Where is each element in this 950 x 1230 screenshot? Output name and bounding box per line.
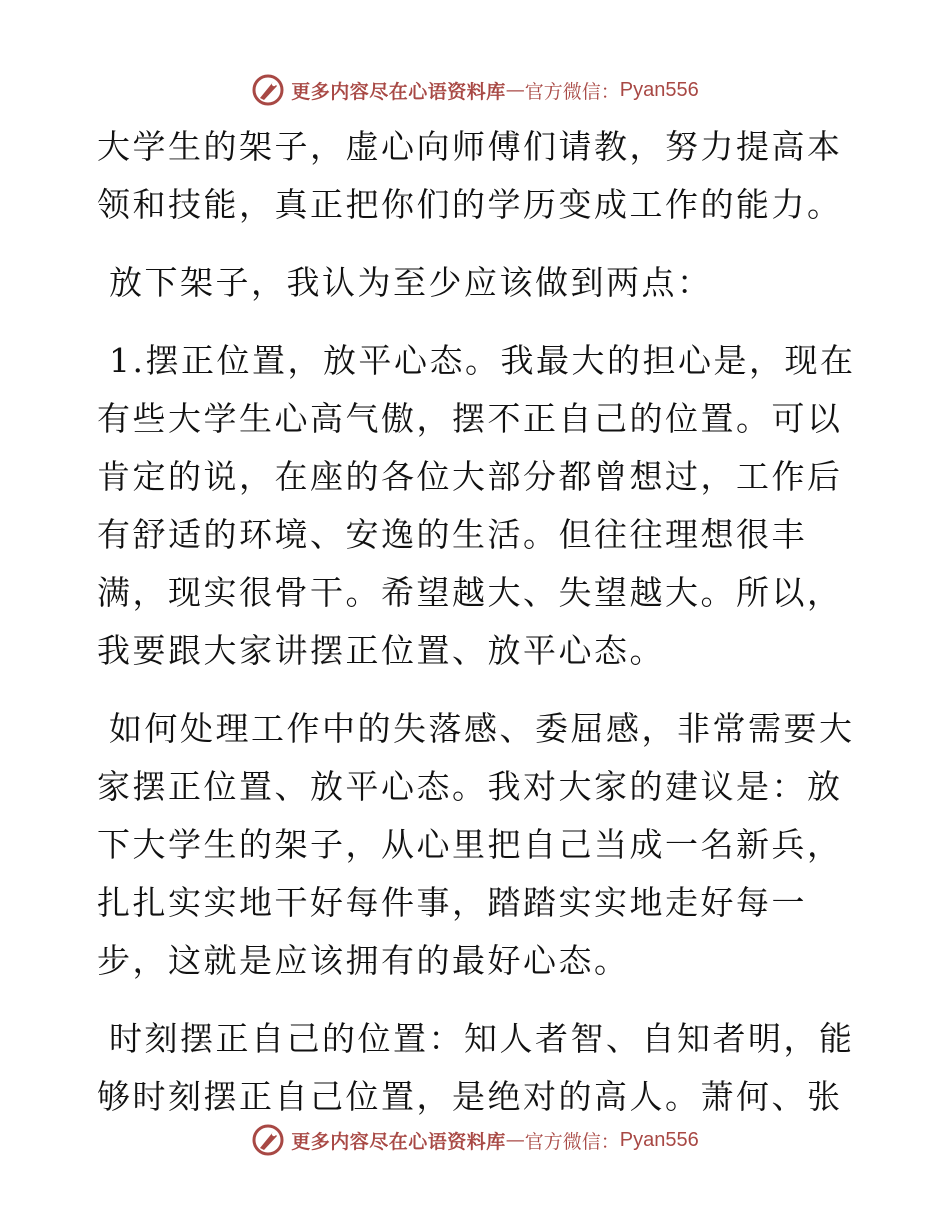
paragraph: 大学生的架子，虚心向师傅们请教，努力提高本领和技能，真正把你们的学历变成工作的能力。 <box>97 127 843 224</box>
banner-wechat-id: Pyan556 <box>619 1128 699 1151</box>
banner-dash: — <box>505 79 525 101</box>
document-body <box>97 118 857 1146</box>
banner-main-text: 更多内容尽在心语资料库 <box>291 80 506 103</box>
paragraph: 如何处理工作中的失落感、委屈感，非常需要大家摆正位置、放平心态。我对大家的建议是：放下大学生的架子，从心里把自己当成一名新兵，扎扎实实地干好每件事，踏踏实实地走好每一步，这就是应该拥有的最好心态。 <box>97 709 855 980</box>
pen-nib-logo-icon <box>251 73 285 107</box>
pen-nib-logo-icon <box>251 1123 285 1157</box>
paragraph: 放下架子，我认为至少应该做到两点： <box>109 263 713 302</box>
header-banner <box>0 70 950 110</box>
paragraph: 1.摆正位置，放平心态。我最大的担心是，现在有些大学生心高气傲，摆不正自己的位置。可以肯定的说，在座的各位大部分都曾想过，工作后有舒适的环境、安逸的生活。但往往理想很丰满，现实很骨干。希望越大、失望越大。所以，我要跟大家讲摆正位置、放平心态。 <box>97 341 856 670</box>
paragraph: 时刻摆正自己的位置：知人者智、自知者明，能够时刻摆正自己位置，是绝对的高人。萧何、张 <box>97 1019 855 1116</box>
banner-sub-text: 官方微信： <box>524 80 620 103</box>
banner-sub-text: 官方微信： <box>524 1130 620 1153</box>
banner-main-text: 更多内容尽在心语资料库 <box>291 1130 506 1153</box>
banner-wechat-id: Pyan556 <box>619 78 699 101</box>
footer-banner <box>0 1120 950 1160</box>
banner-dash: — <box>505 1129 525 1151</box>
